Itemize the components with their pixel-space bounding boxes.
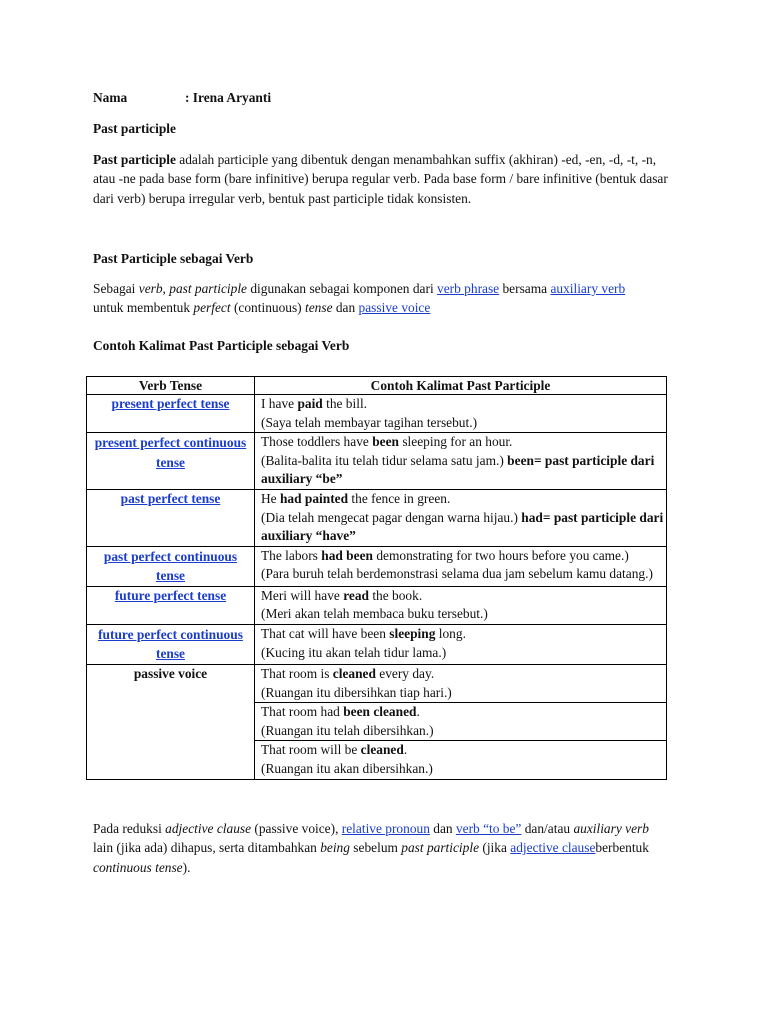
text-run: untuk membentuk xyxy=(93,300,194,316)
text-run: ). xyxy=(182,859,191,875)
link-verb-to-be[interactable]: verb “to be” xyxy=(455,821,522,836)
text-run: long. xyxy=(435,625,466,641)
text-run: every day. xyxy=(375,665,435,681)
translation: (Meri akan telah membaca buku tersebut.) xyxy=(261,606,488,622)
bold-run: been xyxy=(372,434,399,450)
example-cell xyxy=(255,586,667,624)
text-run: Meri will have xyxy=(261,587,344,603)
name-label: Nama xyxy=(93,90,128,105)
passive-voice-label: passive voice xyxy=(133,665,208,681)
link-tense[interactable]: future perfect tense xyxy=(114,587,227,603)
table-row xyxy=(87,586,667,624)
link-auxiliary-verb[interactable]: auxiliary verb xyxy=(550,281,626,296)
text-run: the book. xyxy=(368,587,423,603)
text-run: (jika xyxy=(479,840,511,856)
intro-text: adalah participle yang dibentuk dengan menambahkan suffix (akhiran) -ed, -en, -d, -t, -n, atau -ne pada base form (bare infinitive) berupa regular verb. Pada base form / bare infinitive (bentuk dasar dari verb) berupa irregular verb, bentuk past participle tidak konsisten. xyxy=(93,152,668,206)
bold-run: read xyxy=(343,587,369,603)
table-row xyxy=(87,433,667,490)
text-run: . xyxy=(416,704,420,720)
text-run: lain (jika ada) dihapus, serta ditambahkan xyxy=(93,840,321,856)
grammar-note: been= past participle dari auxiliary “be” xyxy=(261,452,655,487)
text-run: That room had xyxy=(261,704,344,720)
bold-run: cleaned xyxy=(360,742,404,758)
text-run: demonstrating for two hours before you came.) xyxy=(372,547,629,563)
link-adjective-clause[interactable]: adjective clause xyxy=(510,840,596,856)
italic-run: adjective clause xyxy=(165,821,252,836)
translation: (Ruangan itu telah dibersihkan.) xyxy=(261,722,434,738)
text-run: , xyxy=(162,281,170,296)
link-tense[interactable]: past perfect continuous tense xyxy=(103,548,238,584)
italic-run: tense xyxy=(305,300,333,316)
section-heading: Past Participle sebagai Verb xyxy=(93,251,254,266)
italic-run: continuous tense xyxy=(93,859,183,875)
tense-cell xyxy=(87,395,255,433)
translation: (Ruangan itu dibersihkan tiap hari.) xyxy=(261,684,452,700)
link-tense[interactable]: future perfect continuous tense xyxy=(98,626,243,662)
text-run: Those toddlers have xyxy=(261,434,373,450)
text-run: berbentuk xyxy=(595,840,649,856)
example-cell xyxy=(255,741,667,779)
italic-run: verb xyxy=(138,281,163,296)
translation: (Para buruh telah berdemonstrasi selama dua jam sebelum kamu datang.) xyxy=(261,566,653,582)
example-cell xyxy=(255,664,667,702)
example-cell xyxy=(255,395,667,433)
translation: (Balita-balita itu telah tidur selama satu jam.) xyxy=(261,452,508,468)
example-cell xyxy=(255,433,667,490)
bold-run: cleaned xyxy=(332,665,376,681)
text-run: digunakan sebagai komponen dari xyxy=(247,281,438,296)
document-title: Past participle xyxy=(93,121,176,136)
intro-term: Past participle xyxy=(93,152,176,167)
tense-cell xyxy=(87,664,255,779)
text-run: That room will be xyxy=(261,742,361,758)
text-run: the bill. xyxy=(322,396,368,411)
text-run: bersama xyxy=(499,281,551,296)
table-row xyxy=(87,624,667,664)
italic-run: perfect xyxy=(193,300,231,316)
tense-cell xyxy=(87,624,255,664)
translation: (Ruangan itu akan dibersihkan.) xyxy=(261,760,433,776)
text-run: sebelum xyxy=(349,840,402,856)
text-run: the fence in green. xyxy=(348,490,451,506)
closing-paragraph xyxy=(93,819,653,877)
example-heading: Contoh Kalimat Past Participle sebagai Verb xyxy=(93,338,350,353)
text-run: Pada reduksi xyxy=(93,821,166,836)
text-run: I have xyxy=(261,396,298,411)
translation: (Dia telah mengecat pagar dengan warna hijau.) xyxy=(261,509,522,525)
translation: (Saya telah membayar tagihan tersebut.) xyxy=(261,414,478,430)
table-row xyxy=(87,546,667,586)
example-cell xyxy=(255,546,667,586)
text-run: (passive voice), xyxy=(251,821,342,836)
link-verb-phrase[interactable]: verb phrase xyxy=(437,281,500,296)
tense-cell xyxy=(87,433,255,490)
table-row xyxy=(87,395,667,433)
text-run: That cat will have been xyxy=(261,625,390,641)
header-verb-tense: Verb Tense xyxy=(87,377,255,395)
table-row xyxy=(87,664,667,702)
bold-run: paid xyxy=(297,396,323,411)
bold-run: had painted xyxy=(279,490,349,506)
translation: (Kucing itu akan telah tidur lama.) xyxy=(261,644,447,660)
intro-paragraph xyxy=(93,150,673,208)
text-run: Sebagai xyxy=(93,281,139,296)
text-run: That room is xyxy=(261,665,333,681)
italic-run: being xyxy=(320,840,350,856)
italic-run: past participle xyxy=(169,281,247,296)
text-run: He xyxy=(261,490,280,506)
italic-run: auxiliary verb xyxy=(573,821,649,836)
link-relative-pronoun[interactable]: relative pronoun xyxy=(341,821,430,836)
text-run: (continuous) xyxy=(230,300,305,316)
bold-run: had been xyxy=(321,547,373,563)
example-cell xyxy=(255,624,667,664)
link-tense[interactable]: present perfect continuous tense xyxy=(94,435,247,470)
bold-run: been cleaned xyxy=(343,704,417,720)
text-run: sleeping for an hour. xyxy=(398,434,513,450)
link-tense[interactable]: past perfect tense xyxy=(120,490,221,506)
example-cell xyxy=(255,489,667,546)
tense-cell xyxy=(87,546,255,586)
text-run: dan xyxy=(429,821,456,836)
example-cell xyxy=(255,703,667,741)
section-paragraph xyxy=(93,279,653,318)
italic-run: past participle xyxy=(401,840,480,856)
header-example: Contoh Kalimat Past Participle xyxy=(255,377,667,395)
name-line xyxy=(93,88,673,107)
name-value: : Irena Aryanti xyxy=(185,90,272,105)
table-header-row xyxy=(87,377,667,395)
examples-table xyxy=(86,376,667,780)
table-row xyxy=(87,489,667,546)
tense-cell xyxy=(87,489,255,546)
text-run: . xyxy=(403,742,408,758)
text-run: The labors xyxy=(261,547,322,563)
bold-run: sleeping xyxy=(389,625,436,641)
link-passive-voice[interactable]: passive voice xyxy=(358,300,431,316)
text-run: dan xyxy=(332,300,359,316)
link-tense[interactable]: present perfect tense xyxy=(111,396,230,411)
text-run: dan/atau xyxy=(521,821,574,836)
grammar-note: had= past participle dari auxiliary “have” xyxy=(261,509,664,544)
tense-cell xyxy=(87,586,255,624)
